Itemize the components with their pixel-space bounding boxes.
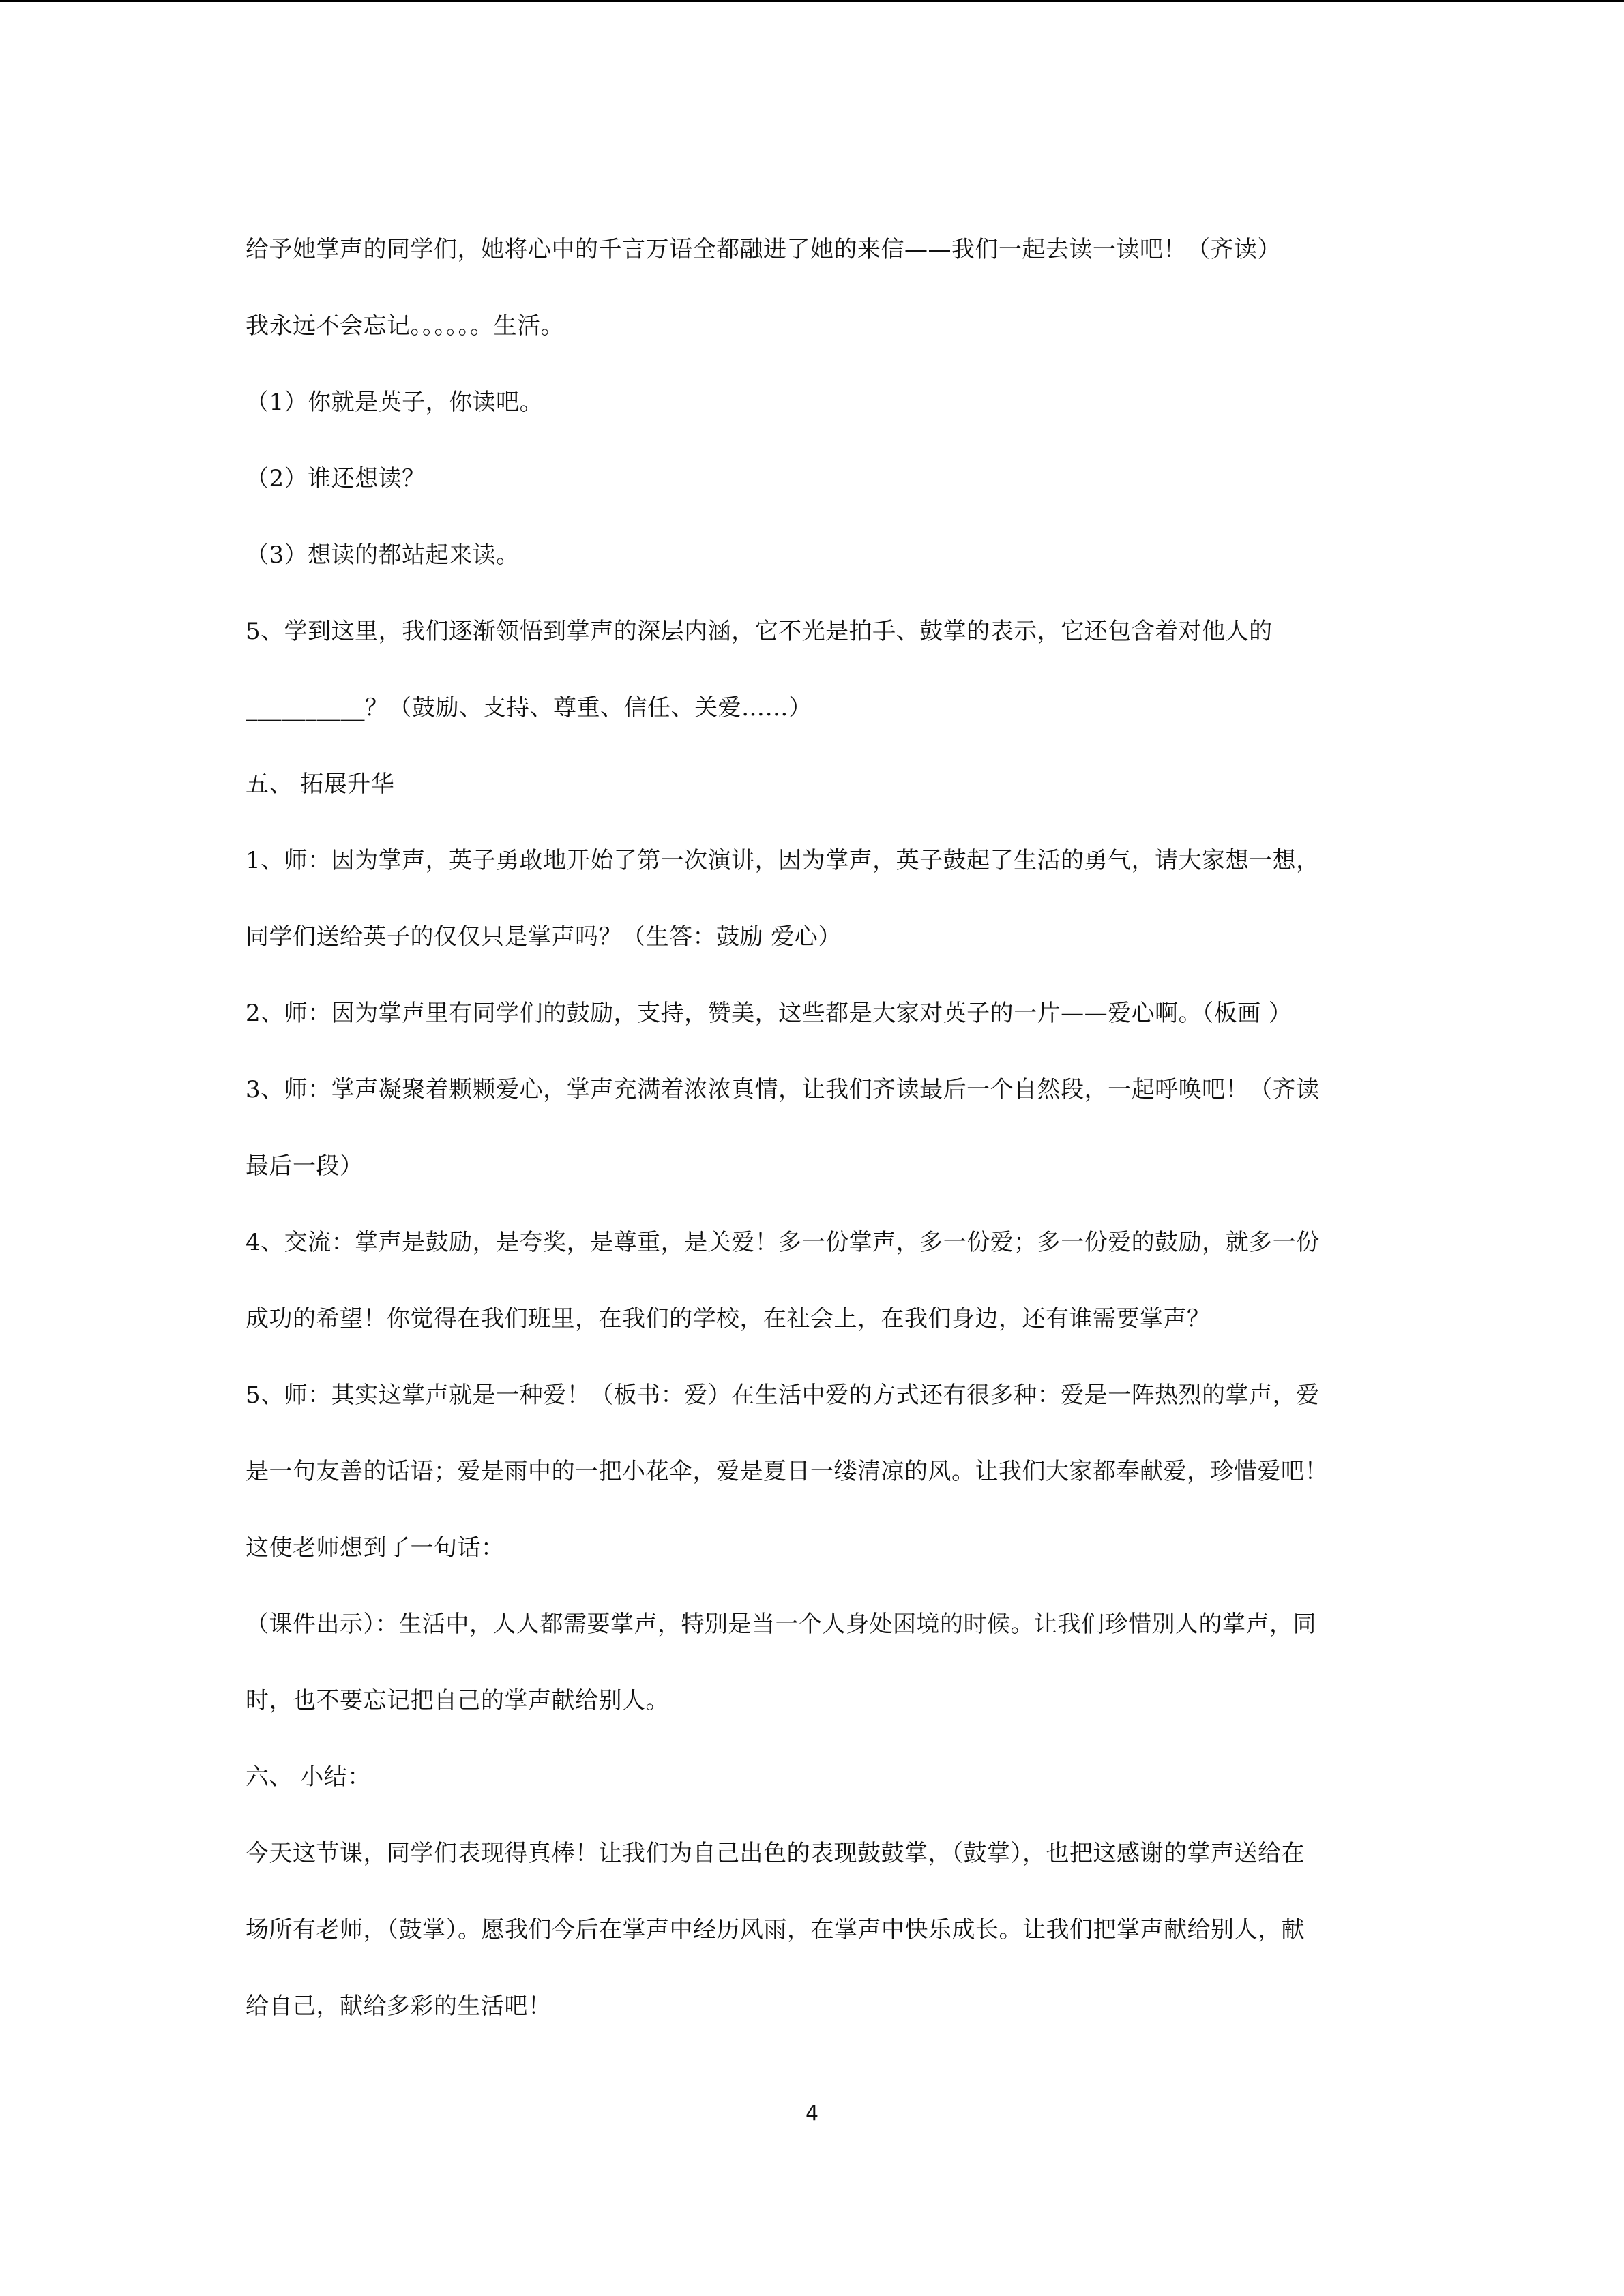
text-line: 3、师：掌声凝聚着颗颗爱心，掌声充满着浓浓真情，让我们齐读最后一个自然段，一起呼唤吧！（齐读 [246, 1076, 1320, 1103]
text-line: 5、师：其实这掌声就是一种爱！（板书：爱）在生活中爱的方式还有很多种：爱是一阵热烈的掌声，爱 [246, 1382, 1320, 1409]
document-body [246, 211, 1381, 2044]
text-line: 是一句友善的话语；爱是雨中的一把小花伞，爱是夏日一缕清凉的风。让我们大家都奉献爱，珍惜爱吧！ [246, 1458, 1328, 1485]
text-line: 同学们送给英子的仅仅只是掌声吗？（生答：鼓励 爱心） [246, 923, 842, 951]
text-line: 场所有老师，（鼓掌）。愿我们今后在掌声中经历风雨，在掌声中快乐成长。让我们把掌声献给别人，献 [246, 1916, 1305, 1943]
text-line: 给予她掌声的同学们，她将心中的千言万语全都融进了她的来信——我们一起去读一读吧！（齐读） [246, 236, 1281, 263]
text-line: __________？（鼓励、支持、尊重、信任、关爱……） [246, 694, 812, 721]
text-line: （3）想读的都站起来读。 [246, 541, 520, 569]
page-top-border [0, 0, 1624, 2]
text-line: 我永远不会忘记。。。。。。生活。 [246, 312, 564, 340]
text-line: （2）谁还想读？ [246, 465, 426, 492]
text-line: 5、学到这里，我们逐渐领悟到掌声的深层内涵，它不光是拍手、鼓掌的表示，它还包含着对他人的 [246, 618, 1273, 645]
text-line: 1、师：因为掌声，英子勇敢地开始了第一次演讲，因为掌声，英子鼓起了生活的勇气，请大家想一想， [246, 847, 1320, 874]
text-line: 4、交流：掌声是鼓励，是夸奖，是尊重，是关爱！多一份掌声，多一份爱；多一份爱的鼓励，就多一份 [246, 1229, 1320, 1256]
section-heading-5: 五、 拓展升华 [246, 771, 395, 798]
text-line: 最后一段） [246, 1152, 364, 1180]
text-line: 成功的希望！你觉得在我们班里，在我们的学校，在社会上，在我们身边，还有谁需要掌声？ [246, 1305, 1211, 1332]
text-line: 2、师：因为掌声里有同学们的鼓励，支持，赞美，这些都是大家对英子的一片——爱心啊。（板画 ） [246, 1000, 1293, 1027]
text-line: 时，也不要忘记把自己的掌声献给别人。 [246, 1687, 669, 1714]
text-line: （课件出示）：生活中，人人都需要掌声，特别是当一个人身处困境的时候。让我们珍惜别人的掌声，同 [246, 1611, 1316, 1638]
text-line: 给自己，献给多彩的生活吧！ [246, 1993, 552, 2020]
text-line: 这使老师想到了一句话： [246, 1534, 505, 1562]
page-number: 4 [805, 2102, 819, 2126]
text-line: （1）你就是英子，你读吧。 [246, 389, 544, 416]
section-heading-6: 六、 小结： [246, 1763, 371, 1791]
text-line: 今天这节课，同学们表现得真棒！让我们为自己出色的表现鼓鼓掌，（鼓掌），也把这感谢的掌声送给在 [246, 1840, 1305, 1867]
